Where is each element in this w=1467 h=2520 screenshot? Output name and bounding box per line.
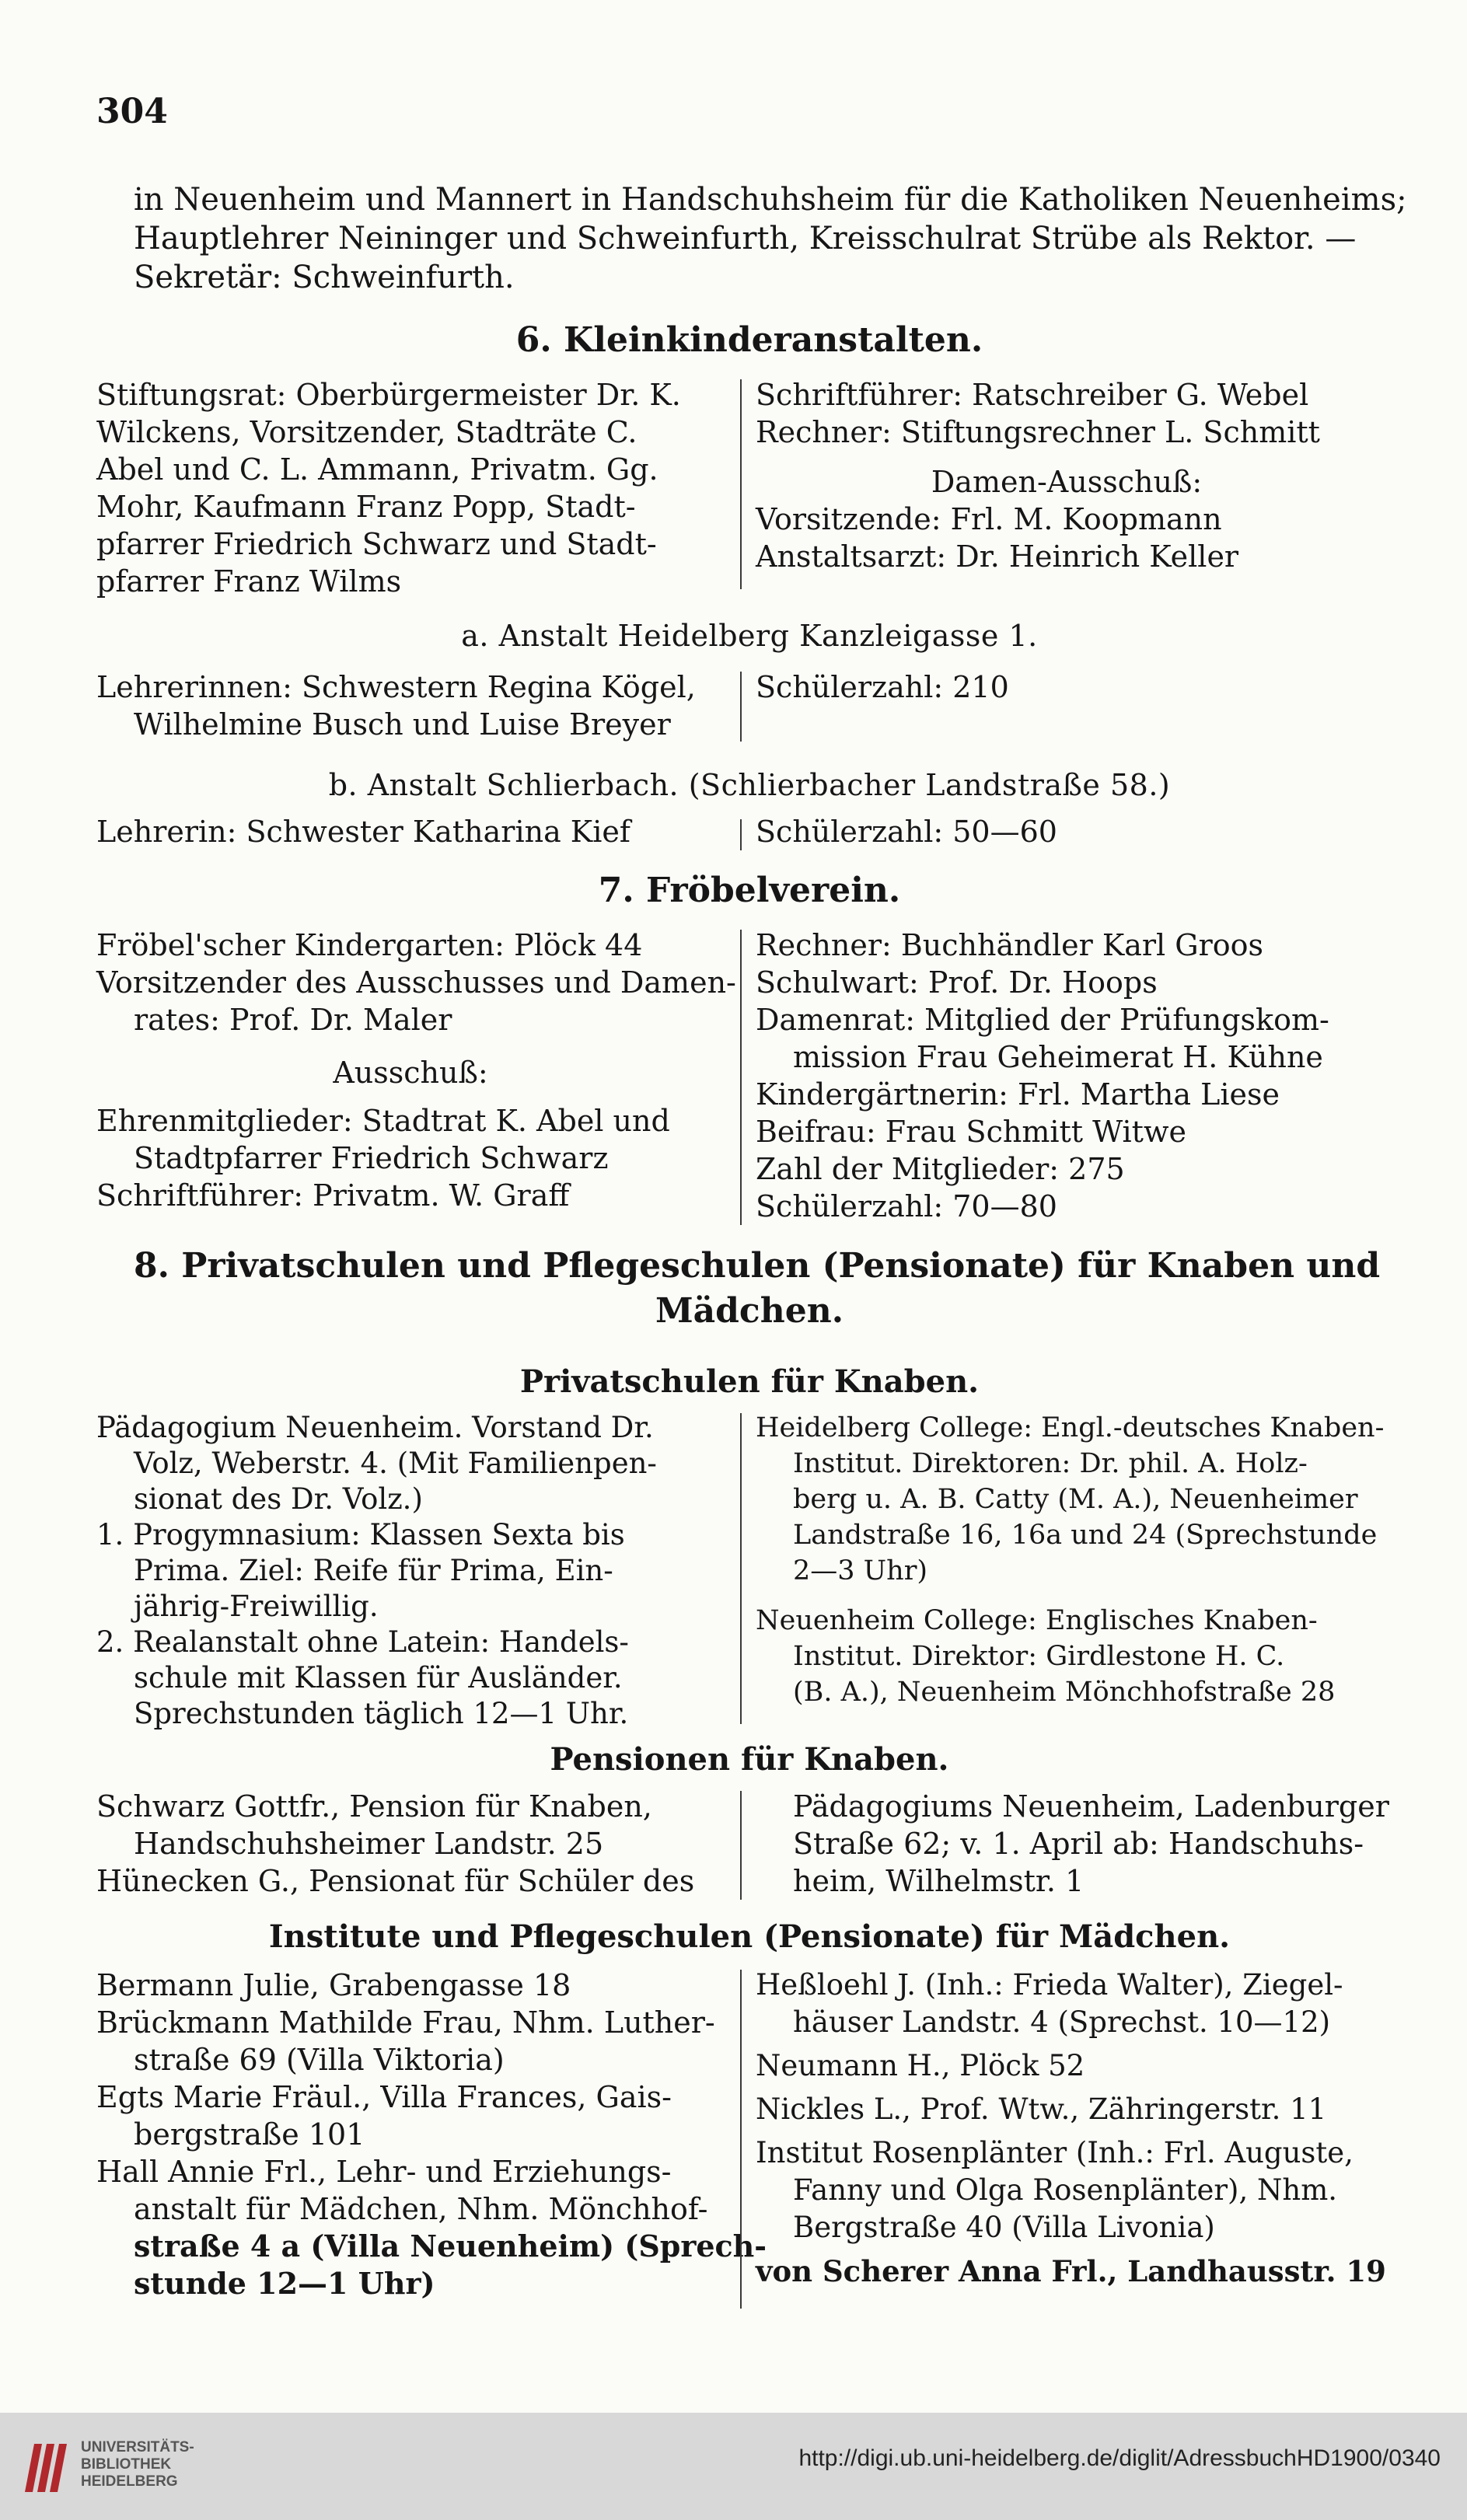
column-divider (740, 1413, 742, 1724)
s8-sub2-right-line: Pädagogiums Neuenheim, Ladenburger (793, 1789, 1389, 1824)
s8-sub1-right (756, 1410, 1385, 1710)
s8-sub3-left-line: bergstraße 101 (134, 2117, 365, 2152)
s8-sub2-right-line: heim, Wilhelmstr. 1 (793, 1864, 1085, 1898)
pensionen-heading: Pensionen für Knaben. (550, 1741, 949, 1778)
s6a-left-line: Wilhelmine Busch und Luise Breyer (134, 707, 671, 742)
s7-right-line: Zahl der Mitglieder: 275 (756, 1152, 1125, 1186)
s8-sub2-right (756, 1788, 1389, 1900)
s6-left-line: Mohr, Kaufmann Franz Popp, Stadt- (96, 490, 636, 524)
section-8-heading-line: Mädchen. (655, 1291, 844, 1331)
s8-sub1-left-line: Prima. Ziel: Reife für Prima, Ein- (134, 1554, 613, 1587)
s7-right-line: Kindergärtnerin: Frl. Martha Liese (756, 1077, 1280, 1112)
source-url-link[interactable]: http://digi.ub.uni-heidelberg.de/diglit/AdressbuchHD1900/0340 (798, 2445, 1441, 2471)
s7-right-line: Rechner: Buchhändler Karl Groos (756, 928, 1264, 962)
s8-sub1-left-line: sionat des Dr. Volz.) (134, 1482, 423, 1516)
anstalt-b-right (756, 813, 1378, 850)
s8-sub1-left-line: jährig-Freiwillig. (134, 1590, 379, 1623)
s8-sub1-right-line: Institut. Direktoren: Dr. phil. A. Holz- (793, 1448, 1308, 1479)
s7-left-line: Stadtpfarrer Friedrich Schwarz (134, 1141, 609, 1175)
s6a-left-line: Lehrerinnen: Schwestern Regina Kögel, (96, 670, 696, 704)
s8-sub3-right-line: Bergstraße 40 (Villa Livonia) (793, 2211, 1215, 2244)
s8-sub1-left-line: schule mit Klassen für Ausländer. (134, 1661, 623, 1695)
s8-sub1-right-line: Institut. Direktor: Girdlestone H. C. (793, 1641, 1285, 1672)
intro-line: Hauptlehrer Neininger und Schweinfurth, Kreisschulrat Strübe als Rektor. — (134, 221, 1357, 257)
column-divider (740, 819, 742, 850)
s8-sub1-right-line: Landstraße 16, 16a und 24 (Sprechstunde (793, 1520, 1378, 1551)
s6b-left-line: Lehrerin: Schwester Katharina Kief (96, 815, 630, 849)
column-divider (740, 379, 742, 589)
s6b-right-line: Schülerzahl: 50—60 (756, 815, 1057, 849)
anstalt-b-heading: b. Anstalt Schlierbach. (Schlierbacher Landstraße 58.) (328, 768, 1171, 802)
s6-right-line: Vorsitzende: Frl. M. Koopmann (756, 502, 1222, 536)
anstalt-a-left (96, 668, 725, 743)
s8-sub3-right-line: Heßloehl J. (Inh.: Frieda Walter), Ziegel- (756, 1968, 1343, 2002)
s8-sub1-left-line: 2. Realanstalt ohne Latein: Handels- (96, 1625, 629, 1659)
s8-sub3-left-line: stunde 12—1 Uhr) (134, 2266, 435, 2301)
s6-right-line: Anstaltsarzt: Dr. Heinrich Keller (756, 539, 1239, 574)
s8-sub1-right-line: berg u. A. B. Catty (M. A.), Neuenheimer (793, 1484, 1358, 1515)
s8-sub3-right-line: Institut Rosenplänter (Inh.: Frl. Auguste, (756, 2136, 1353, 2169)
s8-sub3-left-line: straße 4 a (Villa Neuenheim) (Sprech- (134, 2229, 767, 2263)
s8-sub3-left-line: Brückmann Mathilde Frau, Nhm. Luther- (96, 2005, 715, 2040)
anstalt-a-heading: a. Anstalt Heidelberg Kanzleigasse 1. (461, 619, 1038, 653)
column-divider (740, 930, 742, 1225)
s8-sub1-left-line: Volz, Weberstr. 4. (Mit Familienpen- (134, 1447, 657, 1480)
s8-sub3-left-line: straße 69 (Villa Viktoria) (134, 2043, 505, 2077)
s7-right-line: Damenrat: Mitglied der Prüfungskom- (756, 1003, 1329, 1037)
digitization-footer (0, 2413, 1467, 2520)
s8-sub2-left-line: Hünecken G., Pensionat für Schüler des (96, 1864, 695, 1898)
intro-line: in Neuenheim und Mannert in Handschuhsheim für die Katholiken Neuenheims; (134, 182, 1407, 218)
s6-left-line: pfarrer Franz Wilms (96, 564, 402, 599)
s6-left-column (96, 376, 725, 600)
privatschulen-heading: Privatschulen für Knaben. (519, 1363, 980, 1400)
s8-sub3-left-line: Bermann Julie, Grabengasse 18 (96, 1968, 571, 2002)
s7-right-line: mission Frau Geheimerat H. Kühne (793, 1040, 1323, 1074)
s8-sub3-right-line: Fanny und Olga Rosenplänter), Nhm. (793, 2173, 1338, 2207)
section-7-heading: 7. Fröbelverein. (598, 871, 901, 910)
library-name-line: HEIDELBERG (81, 2473, 178, 2490)
damen-ausschuss-heading: Damen-Ausschuß: (931, 465, 1203, 499)
s6-left-line: Stiftungsrat: Oberbürgermeister Dr. K. (96, 378, 681, 412)
s6-left-line: pfarrer Friedrich Schwarz und Stadt- (96, 527, 657, 561)
s8-sub1-right-line: Heidelberg College: Engl.-deutsches Knaben- (756, 1412, 1385, 1443)
s7-right-column (756, 927, 1378, 1225)
page-number: 304 (96, 92, 168, 131)
s8-sub1-right-line: 2—3 Uhr) (793, 1555, 928, 1586)
s8-sub2-right-line: Straße 62; v. 1. April ab: Handschuhs- (793, 1827, 1364, 1861)
s8-sub2-left-line: Handschuhsheimer Landstr. 25 (134, 1827, 604, 1861)
s6a-right-line: Schülerzahl: 210 (756, 670, 1009, 704)
anstalt-a-right (756, 668, 1378, 706)
s7-right-line: Schülerzahl: 70—80 (756, 1189, 1057, 1223)
library-name-line: UNIVERSITÄTS- (81, 2439, 194, 2455)
s8-sub2-left-line: Schwarz Gottfr., Pension für Knaben, (96, 1789, 652, 1824)
s8-sub3-left (96, 1967, 767, 2302)
column-divider (740, 672, 742, 742)
s8-sub3-left-line: anstalt für Mädchen, Nhm. Mönchhof- (134, 2192, 708, 2226)
s8-sub3-left-line: Hall Annie Frl., Lehr- und Erziehungs- (96, 2155, 672, 2189)
s8-sub1-left-line: Pädagogium Neuenheim. Vorstand Dr. (96, 1411, 654, 1444)
section-8-heading (134, 1244, 1381, 1334)
s7-left-line: Schriftführer: Privatm. W. Graff (96, 1178, 570, 1213)
intro-paragraph (134, 180, 1407, 297)
s8-sub3-left-line: Egts Marie Fräul., Villa Frances, Gais- (96, 2080, 672, 2114)
intro-line: Sekretär: Schweinfurth. (134, 260, 515, 295)
s8-sub3-right-line: Neumann H., Plöck 52 (756, 2049, 1085, 2082)
section-8-heading-line: 8. Privatschulen und Pflegeschulen (Pensionate) für Knaben und (134, 1246, 1381, 1286)
s7-left-line: Fröbel'scher Kindergarten: Plöck 44 (96, 928, 643, 962)
s8-sub1-left-line: 1. Progymnasium: Klassen Sexta bis (96, 1518, 625, 1551)
s6-right-line: Schriftführer: Ratschreiber G. Webel (756, 378, 1309, 412)
s6-left-line: Abel und C. L. Ammann, Privatm. Gg. (96, 452, 658, 487)
s7-right-line: Schulwart: Prof. Dr. Hoops (756, 965, 1158, 1000)
s8-sub1-left (96, 1410, 725, 1732)
s8-sub2-left (96, 1788, 725, 1900)
s7-right-line: Beifrau: Frau Schmitt Witwe (756, 1115, 1186, 1149)
s7-left-line: rates: Prof. Dr. Maler (134, 1003, 452, 1037)
s8-sub3-right (756, 1967, 1386, 2290)
column-divider (740, 1791, 742, 1900)
s8-sub3-right-line: von Scherer Anna Frl., Landhausstr. 19 (756, 2254, 1386, 2288)
institute-heading: Institute und Pflegeschulen (Pensionate) für Mädchen. (268, 1918, 1231, 1955)
section-6-heading: 6. Kleinkinderanstalten. (515, 320, 983, 360)
s6-right-column (756, 376, 1378, 575)
s7-left-line: Vorsitzender des Ausschusses und Damen- (96, 965, 736, 1000)
s7-left-column (96, 927, 736, 1214)
s8-sub1-right-line: Neuenheim College: Englisches Knaben- (756, 1605, 1318, 1636)
s8-sub3-right-line: Nickles L., Prof. Wtw., Zähringerstr. 11 (756, 2092, 1327, 2126)
library-name (81, 2439, 194, 2490)
s8-sub1-left-line: Sprechstunden täglich 12—1 Uhr. (134, 1697, 629, 1730)
s6-left-line: Wilckens, Vorsitzender, Stadträte C. (96, 415, 637, 449)
column-divider (740, 1970, 742, 2309)
anstalt-b-left (96, 813, 725, 850)
library-name-line: BIBLIOTHEK (81, 2456, 172, 2473)
s8-sub3-right-line: häuser Landstr. 4 (Sprechst. 10—12) (793, 2005, 1331, 2039)
ausschuss-heading: Ausschuß: (333, 1056, 488, 1090)
s8-sub1-right-line: (B. A.), Neuenheim Mönchhofstraße 28 (793, 1677, 1336, 1708)
s6-right-line: Rechner: Stiftungsrechner L. Schmitt (756, 415, 1320, 449)
university-library-logo-icon (19, 2438, 76, 2495)
s7-left-line: Ehrenmitglieder: Stadtrat K. Abel und (96, 1104, 670, 1138)
